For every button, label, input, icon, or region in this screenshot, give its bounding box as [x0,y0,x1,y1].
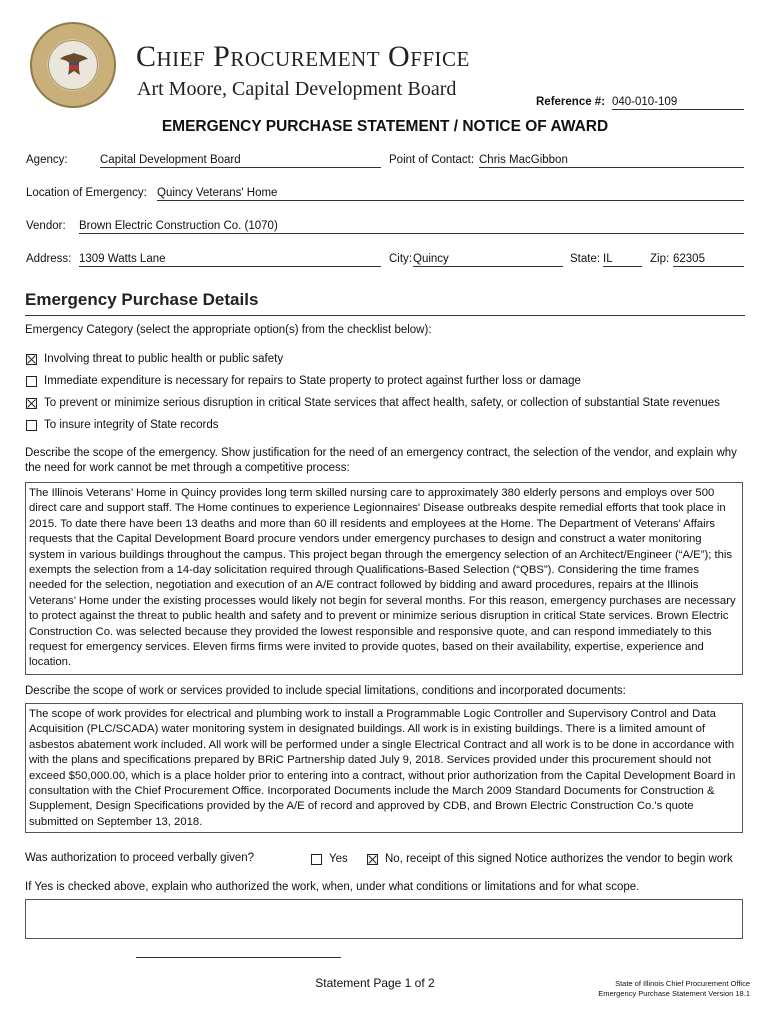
verbal-no-checkbox[interactable] [367,854,378,865]
section-divider [25,315,745,316]
explain-textarea[interactable] [25,899,743,939]
reference-label: Reference #: [536,96,606,108]
agency-label: Agency: [26,154,68,166]
category-checkbox[interactable] [26,376,37,387]
scope-textarea[interactable]: The Illinois Veterans’ Home in Quincy provides long term skilled nursing care to approximately 380 elderly persons and employs over 500 direct care and support staff. The Home continues to experience Legionnaires' Disease outbreaks despite remedial efforts that took place in 2015. To date there have been 13 deaths and more than 60 ill residents and employees at the Home. The Department of Veterans' Affairs requests that the Capital Development Board procure vendors under emergency purchases to design and construct a water monitoring system in various buildings throughout the campus. This project began through the emergency selection of an Architect/Engineer (“A/E”); this exempts the selection from a 14-day solicitation required through Qualifications-Based Selection (“QBS”). Considering the time frames needed for the selection, negotiation and execution of an A/E contract followed by bidding and award procedures, repairs at the Illinois Veterans’ Home under the existing processes would likely not begin for several months. For this reason, emergency purchases are necessary to protect against the threat to public health and safety and to prevent or minimize serious disruption in critical State services. Brown Electric Construction Co. was selected because they provided the lowest responsible and responsive quote, and can respond immediately to this request for emergency services. Eleven firms firms were invited to provide quotes, based on their availability, expertise, experience and location. [25,482,743,675]
reference-field[interactable]: 040-010-109 [612,96,744,110]
scope-prompt: Describe the scope of the emergency. Show justification for the need of an emergency contract, the selection of the vendor, and explain why the need for work cannot be met through a competitive process: [25,447,737,474]
address-field[interactable]: 1309 Watts Lane [79,253,381,267]
agency-field[interactable]: Capital Development Board [100,154,381,168]
verbal-prompt: Was authorization to proceed verbally given? [25,852,255,864]
location-field[interactable]: Quincy Veterans' Home [157,187,744,201]
verbal-no-label: No, receipt of this signed Notice authorizes the vendor to begin work [385,853,733,865]
section-title: Emergency Purchase Details [25,290,259,309]
footer-version [598,979,750,999]
office-title: Chief Procurement Office [136,40,470,73]
location-label: Location of Emergency: [26,187,147,199]
explain-prompt: If Yes is checked above, explain who authorized the work, when, under what conditions or limitations and for what scope. [25,881,640,893]
zip-field[interactable]: 62305 [673,253,744,267]
category-checkbox[interactable] [26,398,37,409]
category-option[interactable] [26,375,581,387]
zip-label: Zip: [650,253,670,265]
state-seal [30,22,116,108]
seal-center [48,40,98,90]
work-prompt: Describe the scope of work or services provided to include special limitations, conditions and incorporated documents: [25,685,626,697]
vendor-field[interactable]: Brown Electric Construction Co. (1070) [79,220,744,234]
address-label: Address: [26,253,72,265]
vendor-label: Vendor: [26,220,66,232]
state-field[interactable]: IL [603,253,642,267]
category-prompt: Emergency Category (select the appropriate option(s) from the checklist below): [25,324,432,336]
category-option[interactable] [26,419,219,431]
verbal-no-option[interactable] [367,853,733,865]
category-option[interactable] [26,353,283,365]
category-label: To insure integrity of State records [44,419,219,431]
city-label: City: [389,253,412,265]
category-label: Involving threat to public health or public safety [44,353,284,365]
contact-field[interactable]: Chris MacGibbon [479,154,744,168]
category-option[interactable] [26,397,720,409]
office-subtitle: Art Moore, Capital Development Board [137,78,457,100]
verbal-yes-label: Yes [329,853,348,865]
footer-version-line: Emergency Purchase Statement Version 18.1 [598,989,750,998]
category-label: Immediate expenditure is necessary for repairs to State property to protect against further loss or damage [44,375,581,387]
footer-org: State of Illinois Chief Procurement Office [615,979,750,988]
signature-line [136,957,341,958]
work-textarea[interactable]: The scope of work provides for electrical and plumbing work to install a Programmable Logic Controller and Supervisory Control and Data Acquisition (PLC/SCADA) water monitoring system in designated buildings. All work is in existing buildings. There is a limited amount of asbestos abatement work included. All work will be performed under a single Electrical Contract and all work is to be done in accordance with with the plans and specifications prepared by BRiC Partnership dated July 9, 2018. Services provided under this procurement should not exceed $50,000.00, which is a place holder prior to entering into a contract, without prior authorization from the Capital Development Board in consultation with the Chief Procurement Office. Incorporated Documents include the March 2009 Standard Documents for Construction & Supplement, Design Specifications provided by the A/E of record and approved by CDB, and Brown Electric Construction Co.'s quote submitted on September 13, 2018. [25,703,743,833]
city-field[interactable]: Quincy [413,253,563,267]
category-checkbox[interactable] [26,420,37,431]
verbal-yes-checkbox[interactable] [311,854,322,865]
verbal-yes-option[interactable] [311,853,348,865]
category-checkbox[interactable] [26,354,37,365]
page-number: Statement Page 1 of 2 [315,976,435,990]
category-label: To prevent or minimize serious disruption in critical State services that affect health, safety, or collection of substantial State revenues [44,397,720,409]
state-label: State: [570,253,601,265]
eagle-icon [58,49,90,79]
form-title: EMERGENCY PURCHASE STATEMENT / NOTICE OF AWARD [161,118,609,135]
contact-label: Point of Contact: [389,154,475,166]
